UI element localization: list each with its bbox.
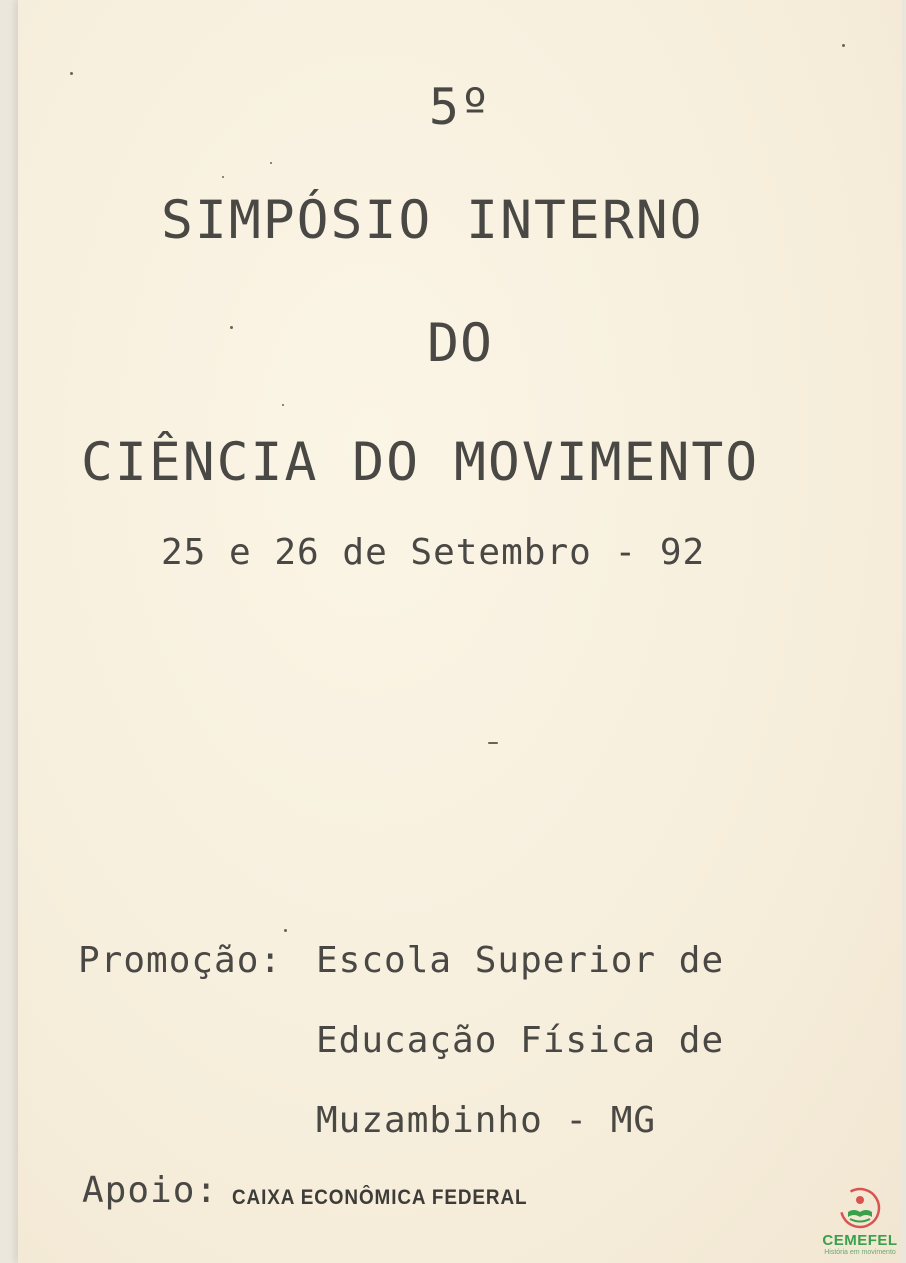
- promotion-line-1: Escola Superior de: [316, 940, 725, 981]
- title-line-1: SIMPÓSIO INTERNO: [161, 190, 704, 251]
- watermark-name: CEMEFEL: [822, 1232, 898, 1249]
- title-line-2: DO: [427, 313, 493, 374]
- paper-speck: [222, 176, 224, 178]
- support-sponsor: CAIXA ECONÔMICA FEDERAL: [232, 1186, 528, 1209]
- paper-speck: [488, 742, 498, 744]
- paper-speck: [230, 326, 233, 329]
- promotion-line-2: Educação Física de: [316, 1020, 725, 1061]
- promotion-label: Promoção:: [78, 940, 283, 981]
- title-line-3: CIÊNCIA DO MOVIMENTO: [81, 432, 760, 493]
- document-page: [18, 0, 902, 1263]
- paper-speck: [284, 929, 287, 932]
- support-label: Apoio:: [82, 1170, 219, 1211]
- book-hand-icon: [838, 1186, 882, 1230]
- paper-speck: [282, 404, 284, 406]
- cemefel-watermark: [818, 1186, 902, 1258]
- paper-speck: [842, 44, 845, 47]
- paper-speck: [70, 72, 73, 75]
- paper-speck: [270, 162, 272, 164]
- event-date: 25 e 26 de Setembro - 92: [161, 532, 706, 573]
- watermark-tagline: História em movimento: [824, 1249, 896, 1256]
- edition-ordinal: 5º: [428, 78, 492, 136]
- promotion-line-3: Muzambinho - MG: [316, 1100, 657, 1141]
